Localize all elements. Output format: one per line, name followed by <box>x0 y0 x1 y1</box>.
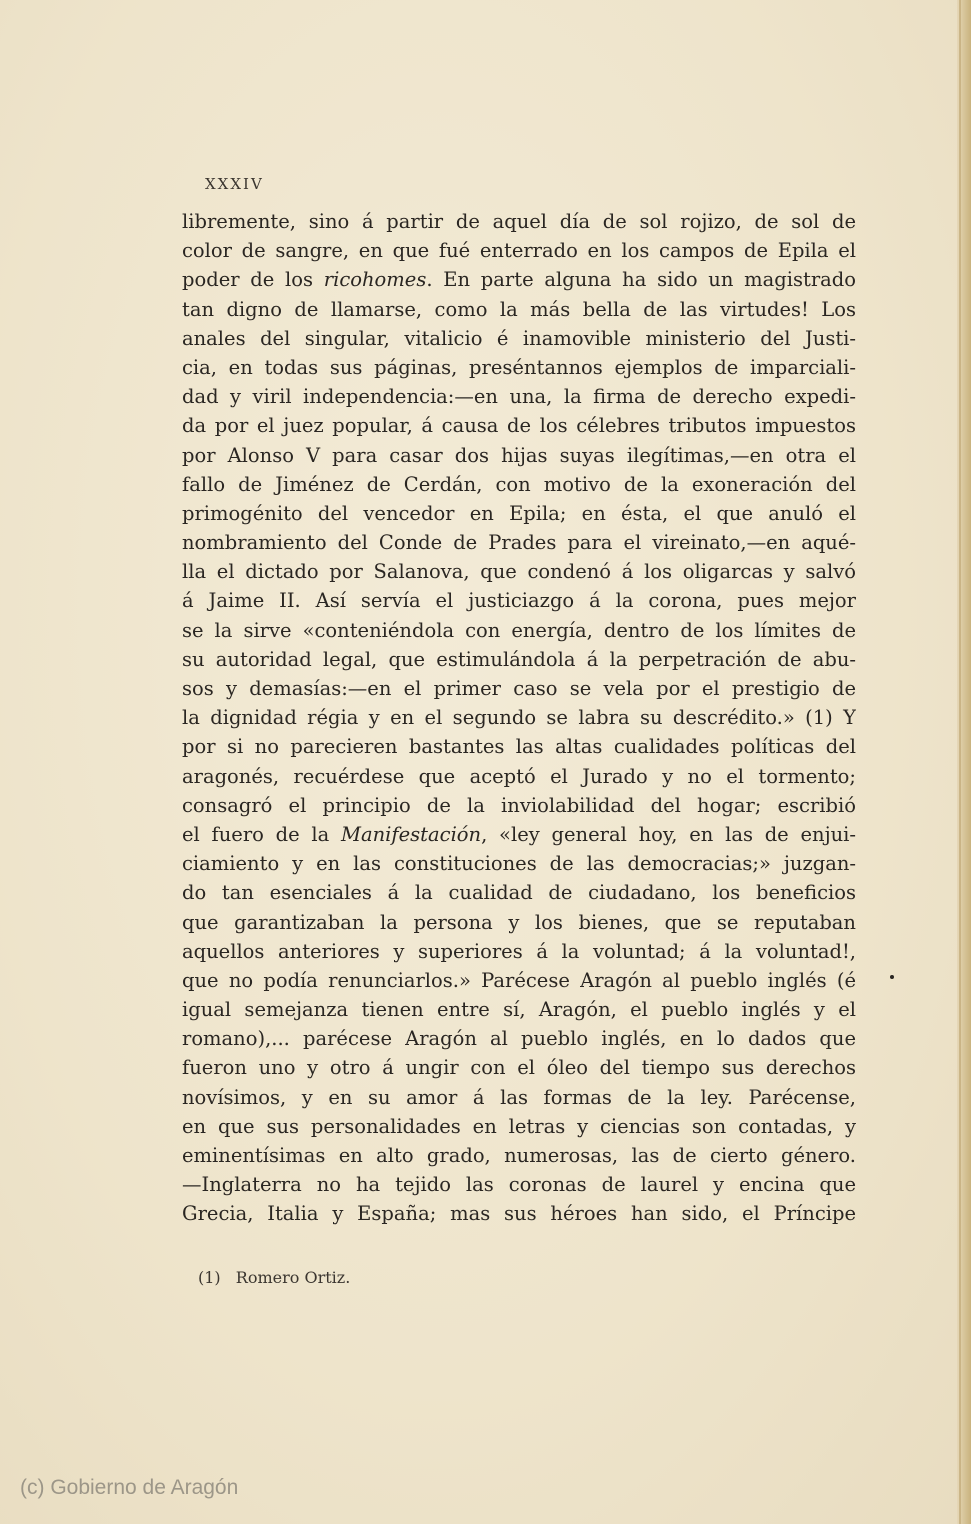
emphasized-word: ricohomes <box>323 268 427 292</box>
text-line: da por el juez popular, á causa de los célebres tributos impuestos <box>182 414 856 438</box>
text-line: á Jaime II. Así servía el justiciazgo á la corona, pues mejor <box>182 589 856 613</box>
text-line: fueron uno y otro á ungir con el óleo del tiempo sus derechos <box>182 1056 856 1080</box>
ink-speck <box>890 975 894 979</box>
text-line: aragonés, recuérdese que aceptó el Jurado y no el tormento; <box>182 764 856 788</box>
text-line: fallo de Jiménez de Cerdán, con motivo de la exoneración del <box>182 472 856 496</box>
footnote-text: Romero Ortiz. <box>235 1268 351 1287</box>
text-line: se la sirve «conteniéndola con energía, dentro de los límites de <box>182 618 856 642</box>
text-line: tan digno de llamarse, como la más bella de las virtudes! Los <box>182 297 856 321</box>
text-line: por Alonso V para casar dos hijas suyas ilegítimas,—en otra el <box>182 443 856 467</box>
text-line: en que sus personalidades en letras y ciencias son contadas, y <box>182 1114 856 1138</box>
page-edge-line <box>959 0 961 1524</box>
text-line: eminentísimas en alto grado, numerosas, las de cierto género. <box>182 1144 856 1167</box>
text-line: el fuero de la Manifestación, «ley general hoy, en las de enjui- <box>182 822 856 846</box>
text-line: que garantizaban la persona y los bienes, que se reputaban <box>182 910 856 934</box>
text-line: la dignidad régia y en el segundo se labra su descrédito.» (1) Y <box>182 706 856 730</box>
text-line: sos y demasías:—en el primer caso se vela por el prestigio de <box>182 677 856 700</box>
body-text <box>182 207 856 1229</box>
text-line: Grecia, Italia y España; mas sus héroes han sido, el Príncipe <box>182 1202 856 1226</box>
footnote-marker: (1) <box>198 1268 221 1287</box>
page-number: XXXIV <box>205 175 264 193</box>
text-line: aquellos anteriores y superiores á la voluntad; á la voluntad!, <box>182 939 856 963</box>
text-line: poder de los ricohomes. En parte alguna ha sido un magistrado <box>182 268 856 292</box>
text-line: ciamiento y en las constituciones de las democracias;» juzgan- <box>182 852 856 876</box>
text-line: nombramiento del Conde de Prades para el vireinato,—en aqué- <box>182 531 856 555</box>
text-line: consagró el principio de la inviolabilidad del hogar; escribió <box>182 793 856 817</box>
text-line: romano),... parécese Aragón al pueblo inglés, en lo dados que <box>182 1027 856 1051</box>
text-line: novísimos, y en su amor á las formas de la ley. Parécense, <box>182 1085 856 1109</box>
footnote <box>198 1268 350 1287</box>
text-line: cia, en todas sus páginas, preséntannos ejemplos de imparciali- <box>182 355 856 379</box>
copyright-watermark: (c) Gobierno de Aragón <box>20 1476 239 1499</box>
emphasized-word: Manifestación <box>341 822 482 846</box>
text-line: anales del singular, vitalicio é inamovible ministerio del Justi- <box>182 326 856 350</box>
text-line: dad y viril independencia:—en una, la firma de derecho expedi- <box>182 385 856 409</box>
text-line: color de sangre, en que fué enterrado en los campos de Epila el <box>182 239 856 263</box>
text-line: igual semejanza tienen entre sí, Aragón, el pueblo inglés y el <box>182 998 856 1022</box>
text-line: primogénito del vencedor en Epila; en ésta, el que anuló el <box>182 501 856 525</box>
text-line: do tan esenciales á la cualidad de ciudadano, los beneficios <box>182 881 856 905</box>
text-line: libremente, sino á partir de aquel día de sol rojizo, de sol de <box>182 210 856 233</box>
text-line: por si no parecieren bastantes las altas cualidades políticas del <box>182 735 856 759</box>
text-line: que no podía renunciarlos.» Parécese Aragón al pueblo inglés (é <box>182 968 856 992</box>
text-line: lla el dictado por Salanova, que condenó á los oligarcas y salvó <box>182 560 856 584</box>
text-line: —Inglaterra no ha tejido las coronas de laurel y encina que <box>182 1173 856 1197</box>
text-line: su autoridad legal, que estimulándola á la perpetración de abu- <box>182 647 856 671</box>
